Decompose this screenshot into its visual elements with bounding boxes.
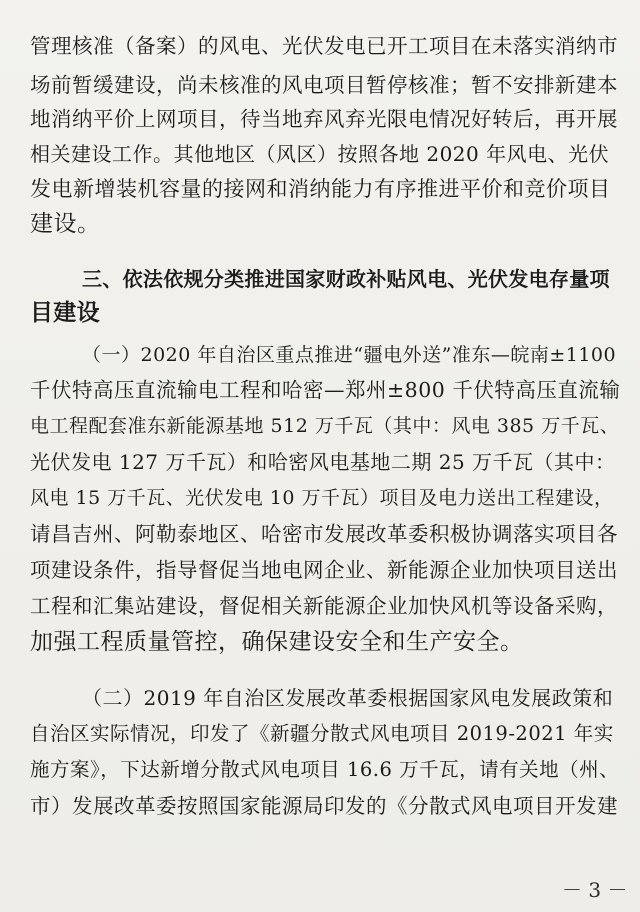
page-number: － 3 －: [562, 878, 628, 902]
text-line: 建设。: [30, 211, 101, 237]
text-line: （一）2020 年自治区重点推进“疆电外送”准东—皖南±1100: [82, 344, 617, 366]
text-line: 光伏发电 127 万千瓦）和哈密风电基地二期 25 万千瓦（其中：: [30, 450, 616, 474]
text-line: 管理核准（备案）的风电、光伏发电已开工项目在未落实消纳市: [30, 34, 618, 58]
text-line: （二）2019 年自治区发展改革委根据国家风电发展政策和: [82, 686, 614, 710]
text-line: 工程和汇集站建设，督促相关新能源企业加快风机等设备采购，: [30, 594, 618, 618]
section-heading: 目建设: [30, 300, 100, 326]
text-line: 场前暂缓建设，尚未核准的风电项目暂停核准；暂不安排新建本: [30, 73, 618, 97]
text-line: 加强工程质量管控，确保建设安全和生产安全。: [30, 629, 524, 655]
text-line: 风电 15 万千瓦、光伏发电 10 万千瓦）项目及电力送出工程建设，: [30, 487, 614, 509]
text-line: 地消纳平价上网项目，待当地弃风弃光限电情况好转后，再开展: [30, 107, 618, 131]
text-line: 相关建设工作。其他地区（风区）按照各地 2020 年风电、光伏: [30, 142, 610, 166]
text-line: 自治区实际情况，印发了《新疆分散式风电项目 2019-2021 年实: [30, 722, 614, 745]
text-line: 项建设条件，指导督促当地电网企业、新能源企业加快项目送出: [30, 558, 618, 582]
text-line: 千伏特高压直流输电工程和哈密—郑州±800 千伏特高压直流输: [30, 378, 621, 402]
text-line: 市）发展改革委按照国家能源局印发的《分散式风电项目开发建: [30, 794, 618, 818]
text-line: 施方案》，下达新增分散式风电项目 16.6 万千瓦，请有关地（州、: [30, 758, 620, 781]
text-line: 请昌吉州、阿勒泰地区、哈密市发展改革委积极协调落实项目各: [30, 522, 618, 546]
text-line: 发电新增装机容量的接网和消纳能力有序推进平价和竞价项目: [30, 177, 611, 201]
section-heading: 三、依法依规分类推进国家财政补贴风电、光伏发电存量项: [82, 267, 610, 291]
text-line: 电工程配套准东新能源基地 512 万千瓦（其中：风电 385 万千瓦、: [30, 415, 620, 437]
